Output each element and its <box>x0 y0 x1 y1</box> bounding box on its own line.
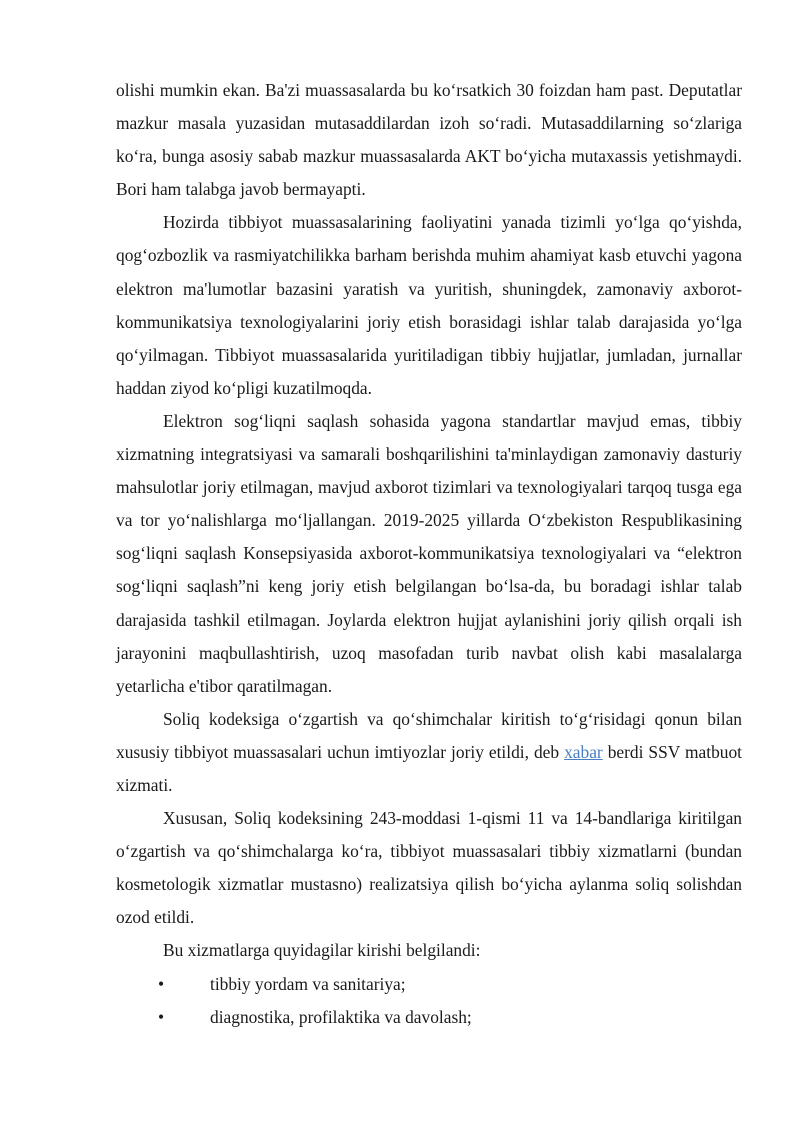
paragraph-4-text-before-link: Soliq kodeksiga o‘zgartish va qo‘shimchalar kiritish to‘g‘risidagi qonun bilan xususiy tibbiyot muassasalari uchun imtiyozlar joriy etildi, deb <box>116 708 742 762</box>
list-item-text: diagnostika, profilaktika va davolash; <box>210 1006 472 1027</box>
document-body <box>116 74 742 1034</box>
paragraph-2: Hozirda tibbiyot muassasalarining faoliyatini yanada tizimli yo‘lga qo‘yishda, qog‘ozbozlik va rasmiyatchilikka barham berishda muhim ahamiyat kasb etuvchi yagona elektron ma'lumotlar bazasini yaratish va yuritish, shuningdek, zamonaviy axborot-kommunikatsiya texnologiyalarini joriy etish borasidagi ishlar talab darajasida yo‘lga qo‘yilmagan. Tibbiyot muassasalarida yuritiladigan tibbiy hujjatlar, jumladan, jurnallar haddan ziyod ko‘pligi kuzatilmoqda. <box>116 212 742 398</box>
paragraph-4 <box>116 703 742 802</box>
list-item <box>116 968 742 1001</box>
list-item <box>116 1001 742 1034</box>
paragraph-4-text-after-link: berdi SSV matbuot xizmati. <box>116 741 742 795</box>
paragraph-3: Elektron sog‘liqni saqlash sohasida yagona standartlar mavjud emas, tibbiy xizmatning integratsiyasi va samarali boshqarilishini ta'minlaydigan zamonaviy dasturiy mahsulotlar joriy etilmagan, mavjud axborot tizimlari va texnologiyalari tarqoq tusga ega va tor yo‘nalishlarga mo‘ljallangan. 2019-2025 yillarda O‘zbekiston Respublikasining sog‘liqni saqlash Konsepsiyasida axborot-kommunikatsiya texnologiyalari va “elektron sog‘liqni saqlash”ni keng joriy etish belgilangan bo‘lsa-da, bu boradagi ishlar talab darajasida tashkil etilmagan. Joylarda elektron hujjat aylanishini joriy qilish orqali ish jarayonini maqbullashtirish, uzoq masofadan turib navbat olish kabi masalalarga yetarlicha e'tibor qaratilmagan. <box>116 410 742 696</box>
paragraph-6: Bu xizmatlarga quyidagilar kirishi belgilandi: <box>163 940 481 961</box>
xabar-link[interactable]: xabar <box>564 741 603 762</box>
bullet-icon: • <box>158 973 165 994</box>
paragraph-1: olishi mumkin ekan. Ba'zi muassasalarda bu ko‘rsatkich 30 foizdan ham past. Deputatlar mazkur masala yuzasidan mutasaddilardan izoh so‘radi. Mutasaddilarning so‘zlariga ko‘ra, bunga asosiy sabab mazkur muassasalarda AKT bo‘yicha mutaxassis yetishmaydi. Bori ham talabga javob bermayapti. <box>116 80 742 200</box>
services-bullet-list <box>116 968 742 1034</box>
list-item-text: tibbiy yordam va sanitariya; <box>210 973 406 994</box>
bullet-icon: • <box>158 1006 165 1027</box>
paragraph-5: Xususan, Soliq kodeksining 243-moddasi 1-qismi 11 va 14-bandlariga kiritilgan o‘zgartish va qo‘shimchalarga ko‘ra, tibbiyot muassasalari tibbiy xizmatlarni (bundan kosmetologik xizmatlar mustasno) realizatsiya qilish bo‘yicha aylanma soliq solishdan ozod etildi. <box>116 808 742 928</box>
